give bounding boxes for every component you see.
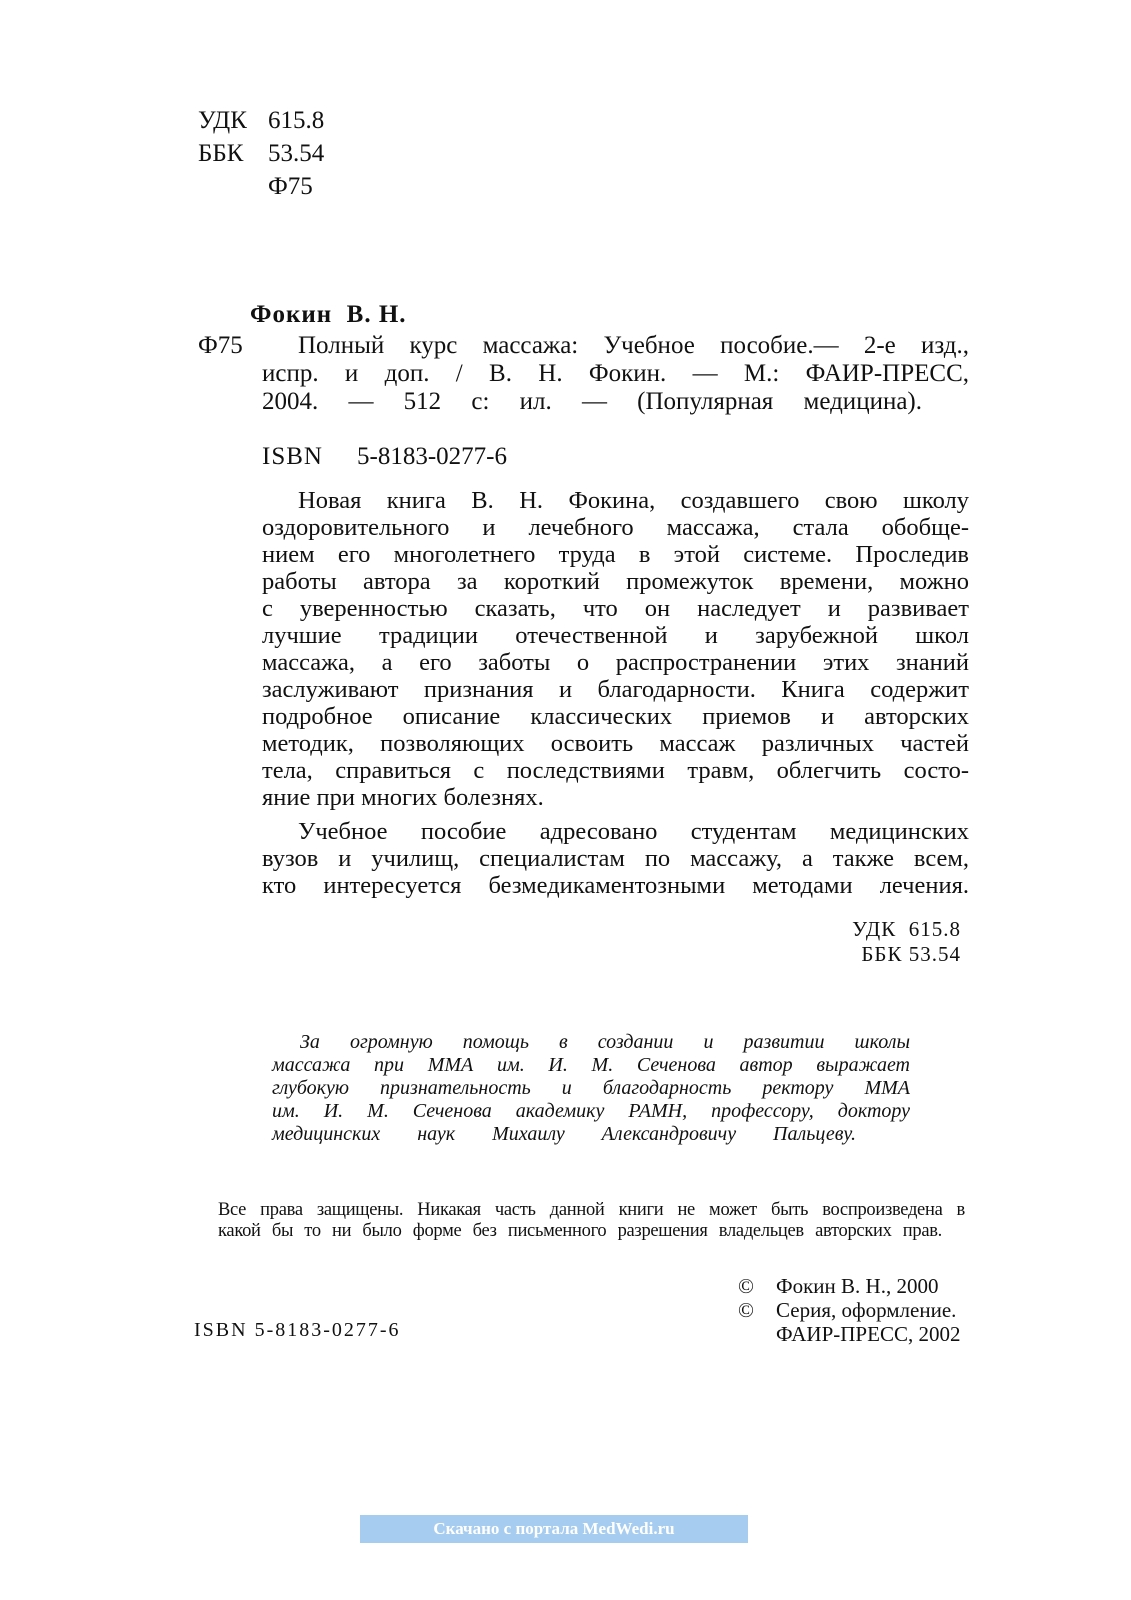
author-name: Фокин В. Н. — [250, 301, 407, 328]
ack-line: медицинских наук Михаилу Александровичу Пальцеву. — [272, 1123, 856, 1145]
ack-line: За огромную помощь в создании и развитии школы — [300, 1031, 910, 1053]
classification-block — [198, 104, 324, 203]
udk-value: 615.8 — [268, 107, 325, 134]
ack-line: им. И. М. Сеченова академику РАМН, профессору, доктору — [272, 1100, 910, 1122]
isbn-value: 5-8183-0277-6 — [357, 443, 507, 470]
annotation-line: с уверенностью сказать, что он наследует и развивает — [262, 595, 969, 622]
annotation-bbk: ББК 53.54 — [861, 942, 961, 966]
author-mark: Ф75 — [268, 173, 313, 200]
bottom-isbn: ISBN 5-8183-0277-6 — [194, 1319, 401, 1341]
annotation-line: Учебное пособие адресовано студентам медицинских — [298, 818, 969, 845]
rights-line: какой бы то ни было форме без письменного разрешения владельцев авторских прав. — [218, 1221, 942, 1241]
annotation-line: оздоровительного и лечебного массажа, стала обобще- — [262, 514, 969, 541]
annotation-line: вузов и училищ, специалистам по массажу, а также всем, — [262, 845, 969, 872]
copyright-line-3: ФАИР-ПРЕСС, 2002 — [776, 1322, 961, 1346]
entry-line-3: 2004. — 512 с: ил. — (Популярная медицина). — [262, 388, 922, 415]
annotation-udk: УДК 615.8 — [852, 917, 961, 941]
isbn-label: ISBN — [262, 443, 323, 470]
annotation-line: массажа, а его заботы о распространении этих знаний — [262, 649, 969, 676]
copyright-line-2: Серия, оформление. — [776, 1298, 957, 1322]
annotation-line: нием его многолетнего труда в этой системе. Проследив — [262, 541, 969, 568]
annotation-line: кто интересуется безмедикаментозными методами лечения. — [262, 872, 969, 899]
annotation-line: методик, позволяющих освоить массаж различных частей — [262, 730, 969, 757]
copyright-symbol: © — [738, 1274, 754, 1298]
copyright-line-1: Фокин В. Н., 2000 — [776, 1274, 939, 1298]
annotation-line: заслуживают признания и благодарности. Книга содержит — [262, 676, 969, 703]
entry-line-2: испр. и доп. / В. Н. Фокин. — М.: ФАИР-ПРЕСС, — [262, 360, 969, 387]
bbk-label: ББК — [198, 140, 244, 167]
annotation-line: подробное описание классических приемов и авторских — [262, 703, 969, 730]
udk-label: УДК — [198, 107, 247, 134]
annotation-line: яние при многих болезнях. — [262, 784, 544, 811]
entry-code: Ф75 — [198, 332, 243, 359]
entry-line-1: Полный курс массажа: Учебное пособие.— 2-е изд., — [298, 332, 969, 359]
entry-isbn — [262, 443, 507, 471]
ack-line: глубокую признательность и благодарность ректору ММА — [272, 1077, 910, 1099]
annotation-line: лучшие традиции отечественной и зарубежной школ — [262, 622, 969, 649]
copyright-block — [738, 1274, 960, 1346]
watermark-banner: Скачано с портала MedWedi.ru — [360, 1515, 748, 1543]
annotation-line: тела, справиться с последствиями травм, облегчить состо- — [262, 757, 969, 784]
copyright-symbol: © — [738, 1298, 754, 1322]
annotation-line: Новая книга В. Н. Фокина, создавшего свою школу — [298, 487, 969, 514]
rights-line: Все права защищены. Никакая часть данной книги не может быть воспроизведена в — [218, 1200, 965, 1220]
ack-line: массажа при ММА им. И. М. Сеченова автор выражает — [272, 1054, 910, 1076]
bbk-value: 53.54 — [268, 140, 325, 167]
annotation-line: работы автора за короткий промежуток времени, можно — [262, 568, 969, 595]
